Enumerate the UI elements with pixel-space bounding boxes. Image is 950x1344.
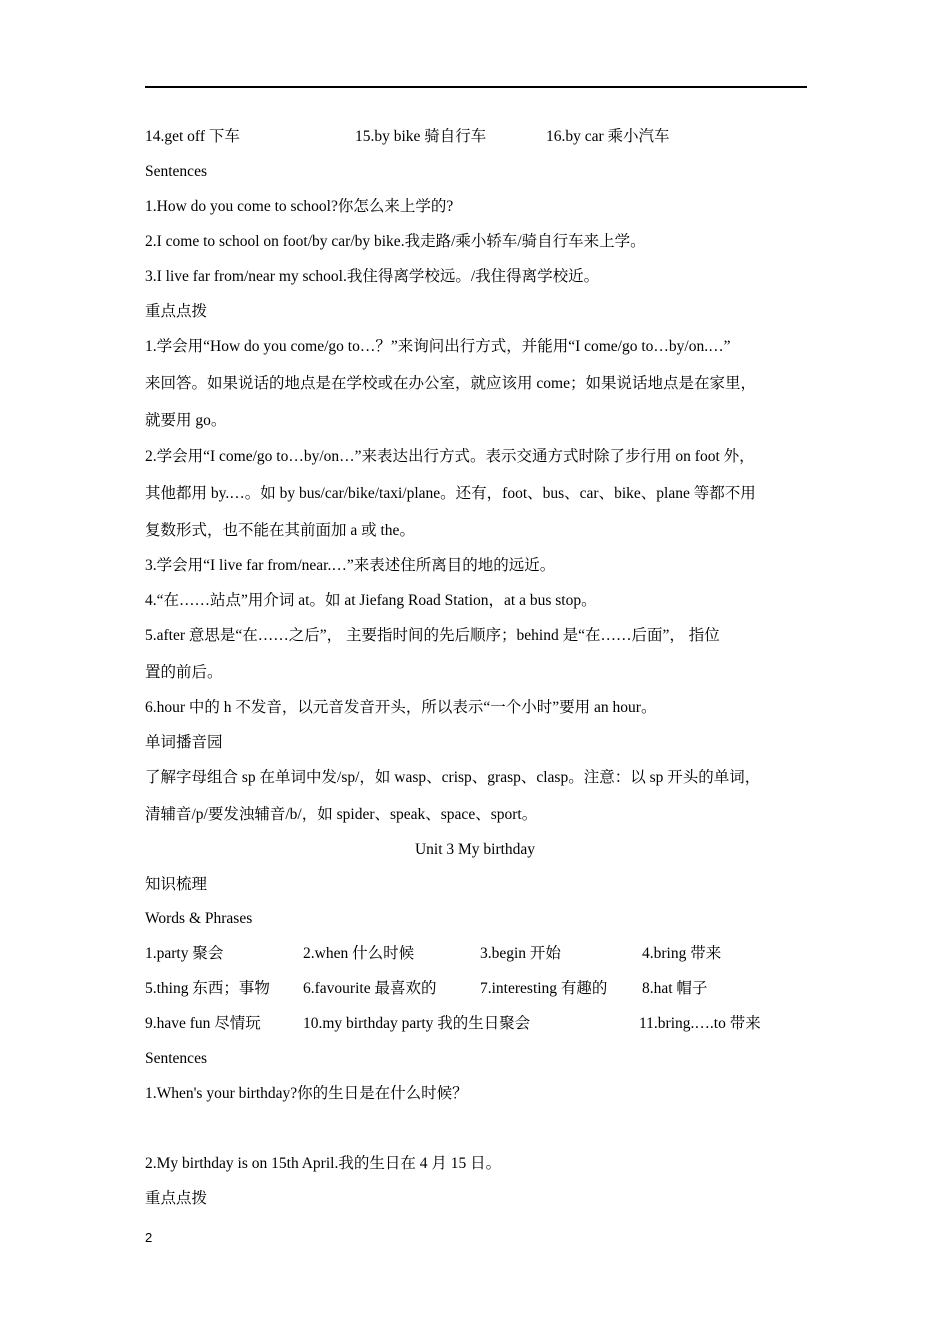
key-point-line: 其他都用 by.…。如 by bus/car/bike/taxi/plane。还有，foot、bus、car、bike、plane 等都不用 [145, 485, 756, 502]
word-item: 4.bring 带来 [642, 945, 722, 962]
word-item: 8.hat 帽子 [642, 980, 708, 997]
word-item: 15.by bike 骑自行车 [355, 128, 487, 145]
sentence-item: 3.I live far from/near my school.我住得离学校远。/我住得离学校近。 [145, 268, 600, 285]
word-item: 6.favourite 最喜欢的 [303, 980, 437, 997]
section-heading-phonics: 单词播音园 [145, 734, 223, 751]
word-item: 2.when 什么时候 [303, 945, 415, 962]
word-item: 7.interesting 有趣的 [480, 980, 608, 997]
key-point-line: 1.学会用“How do you come/go to…？”来询问出行方式，并能用“I come/go to…by/on.…” [145, 338, 731, 355]
sentence-item: 2.My birthday is on 15th April.我的生日在 4 月 15 日。 [145, 1155, 502, 1172]
key-point-line: 置的前后。 [145, 664, 223, 681]
section-heading-key-points: 重点点拨 [145, 303, 208, 320]
key-point-line: 2.学会用“I come/go to…by/on…”来表达出行方式。表示交通方式时除了步行用 on foot 外， [145, 448, 755, 465]
sentence-item: 1.When's your birthday?你的生日是在什么时候？ [145, 1085, 468, 1102]
word-item: 10.my birthday party 我的生日聚会 [303, 1015, 531, 1032]
word-item: 9.have fun 尽情玩 [145, 1015, 261, 1032]
word-item: 3.begin 开始 [480, 945, 561, 962]
header-rule [145, 86, 807, 88]
key-point-line: 4.“在……站点”用介词 at。如 at Jiefang Road Station，at a bus stop。 [145, 592, 597, 609]
phonics-line: 清辅音/p/要发浊辅音/b/，如 spider、speak、space、sport。 [145, 806, 538, 823]
section-heading-knowledge: 知识梳理 [145, 876, 208, 893]
word-item: 11.bring.….to 带来 [639, 1015, 761, 1032]
key-point-line: 6.hour 中的 h 不发音，以元音发音开头，所以表示“一个小时”要用 an hour。 [145, 699, 657, 716]
key-point-line: 3.学会用“I live far from/near.…”来表述住所离目的地的远近。 [145, 557, 556, 574]
word-item: 1.party 聚会 [145, 945, 224, 962]
section-heading-sentences: Sentences [145, 163, 207, 180]
unit-title: Unit 3 My birthday [414, 841, 536, 858]
sentence-item: 2.I come to school on foot/by car/by bike.我走路/乘小轿车/骑自行车来上学。 [145, 233, 646, 250]
word-item: 5.thing 东西；事物 [145, 980, 270, 997]
key-point-line: 5.after 意思是“在……之后”， 主要指时间的先后顺序；behind 是“在……后面”， 指位 [145, 627, 720, 644]
word-item: 14.get off 下车 [145, 128, 240, 145]
key-point-line: 复数形式，也不能在其前面加 a 或 the。 [145, 522, 415, 539]
page-number: 2 [145, 1230, 153, 1245]
word-item: 16.by car 乘小汽车 [546, 128, 670, 145]
section-heading-words-phrases: Words & Phrases [145, 910, 253, 927]
section-heading-key-points: 重点点拨 [145, 1190, 208, 1207]
section-heading-sentences: Sentences [145, 1050, 207, 1067]
phonics-line: 了解字母组合 sp 在单词中发/sp/，如 wasp、crisp、grasp、clasp。注意：以 sp 开头的单词， [145, 769, 761, 786]
key-point-line: 来回答。如果说话的地点是在学校或在办公室，就应该用 come；如果说话地点是在家里， [145, 375, 756, 392]
sentence-item: 1.How do you come to school?你怎么来上学的? [145, 198, 454, 215]
key-point-line: 就要用 go。 [145, 412, 227, 429]
